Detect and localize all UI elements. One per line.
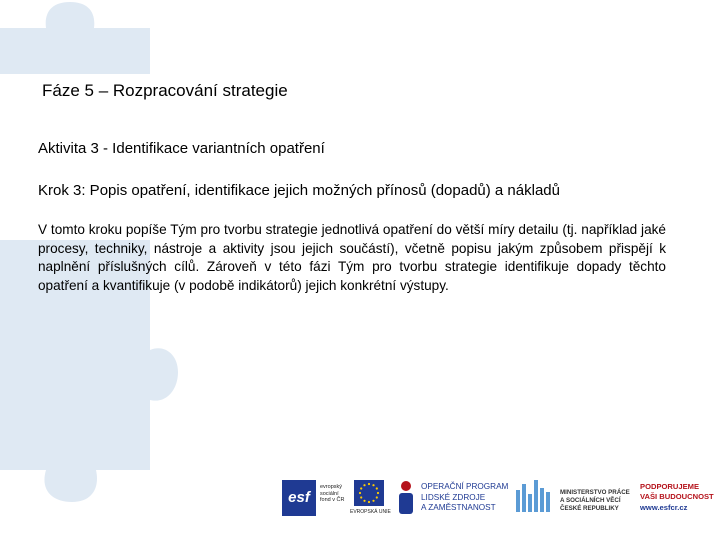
esf-caption-line: sociální <box>320 490 339 497</box>
op-text <box>421 482 508 514</box>
support-line: PODPORUJEME <box>640 482 700 491</box>
mpsv-line: MINISTERSTVO PRÁCE <box>560 489 630 496</box>
mpsv-logo <box>514 478 634 520</box>
esf-caption <box>320 484 354 504</box>
eu-caption: EVROPSKÁ UNIE <box>350 509 391 515</box>
mpsv-text <box>560 489 630 513</box>
activity-heading: Aktivita 3 - Identifikace variantních opatření <box>38 140 325 157</box>
esf-logo <box>280 478 392 520</box>
op-logo <box>394 478 512 520</box>
support-logo <box>638 478 716 520</box>
esf-caption-line: fond v ČR <box>320 497 345 503</box>
ministry-bars-icon <box>516 480 554 512</box>
eu-flag-icon <box>354 480 384 506</box>
esf-caption-line: evropský <box>320 484 343 490</box>
support-url: www.esfcr.cz <box>640 503 688 512</box>
mpsv-line: ČESKÉ REPUBLIKY <box>560 505 619 512</box>
support-line: VAŠI BUDOUCNOST <box>640 492 714 501</box>
logo-strip <box>280 478 716 520</box>
person-icon <box>396 480 416 516</box>
esf-mark: esf <box>282 480 316 516</box>
op-line: OPERAČNÍ PROGRAM <box>421 482 509 491</box>
op-line: A ZAMĚSTNANOST <box>421 503 496 512</box>
step-description: V tomto kroku popíše Tým pro tvorbu strategie jednotlivá opatření do větší míry detailu (tj. například jaké procesy, techniky, nástroje a aktivity jsou jejich součástí), včetně popisu jakým způsobem přispějí k naplnění příslušných cílů. Zároveň v této fázi Tým pro tvorbu strategie identifikuje dopady těchto opatření a kvantifikuje (v podobě indikátorů) jejich konkrétní výstupy. <box>38 222 666 293</box>
step-heading: Krok 3: Popis opatření, identifikace jejich možných přínosů (dopadů) a nákladů <box>38 182 560 199</box>
op-line: LIDSKÉ ZDROJE <box>421 492 486 502</box>
mpsv-line: A SOCIÁLNÍCH VĚCÍ <box>560 497 621 504</box>
slide-title: Fáze 5 – Rozpracování strategie <box>42 81 288 100</box>
